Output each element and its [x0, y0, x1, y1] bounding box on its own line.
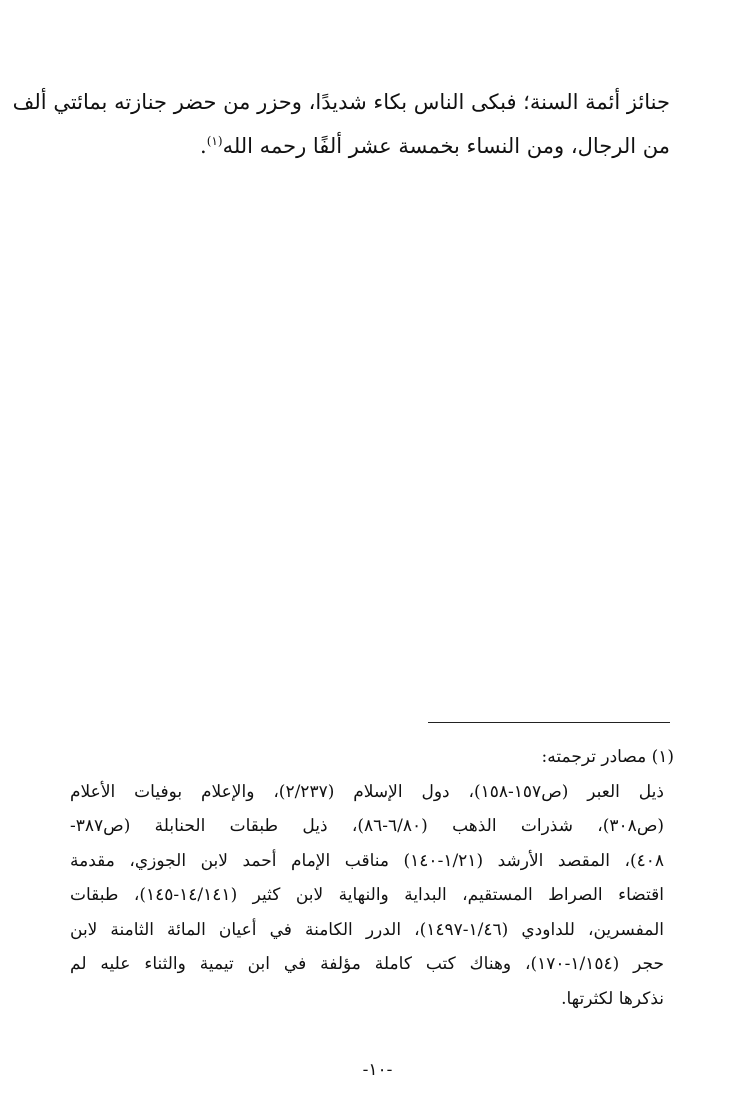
page-number: -١٠- — [362, 1060, 393, 1080]
footnote-line: ذيل العبر (ص١٥٧-١٥٨)، دول الإسلام (٢/٢٣٧)، والإعلام بوفيات الأعلام — [70, 781, 664, 802]
footnote-line: ٤٠٨)، المقصد الأرشد (١/٢١-١٤٠) مناقب الإمام أحمد لابن الجوزي، مقدمة — [70, 850, 664, 871]
footnote-reference: (١) — [206, 134, 223, 148]
body-line-end: . — [200, 134, 207, 158]
body-line-1: جنائز أئمة السنة؛ فبكى الناس بكاء شديدًا، وحزر من حضر جنازته بمائتي ألف — [12, 90, 670, 114]
footnote-line: المفسرين، للداودي (١/٤٦-١٤٩٧)، الدرر الكامنة في أعيان المائة الثامنة لابن — [70, 919, 665, 940]
footnote-separator — [428, 722, 670, 723]
main-text — [12, 80, 670, 168]
footnote-heading: (١) مصادر ترجمته: — [541, 747, 674, 767]
footnotes — [70, 740, 674, 1016]
body-line-2 — [70, 124, 670, 168]
footnote-line: اقتضاء الصراط المستقيم، البداية والنهاية لابن كثير (١٤/١٤١-١٤٥)، طبقات — [70, 885, 664, 905]
body-line-2-text: من الرجال، ومن النساء بخمسة عشر ألفًا رحمه الله — [222, 134, 670, 158]
footnote-line: (ص٣٠٨)، شذرات الذهب (٦/٨٠-٨٦)، ذيل طبقات الحنابلة (ص٣٨٧- — [70, 816, 664, 836]
footnote-line: نذكرها لكثرتها. — [561, 988, 664, 1009]
footnote-line: حجر (١/١٥٤-١٧٠)، وهناك كتب كاملة مؤلفة في ابن تيمية والثناء عليه لم — [70, 954, 664, 974]
